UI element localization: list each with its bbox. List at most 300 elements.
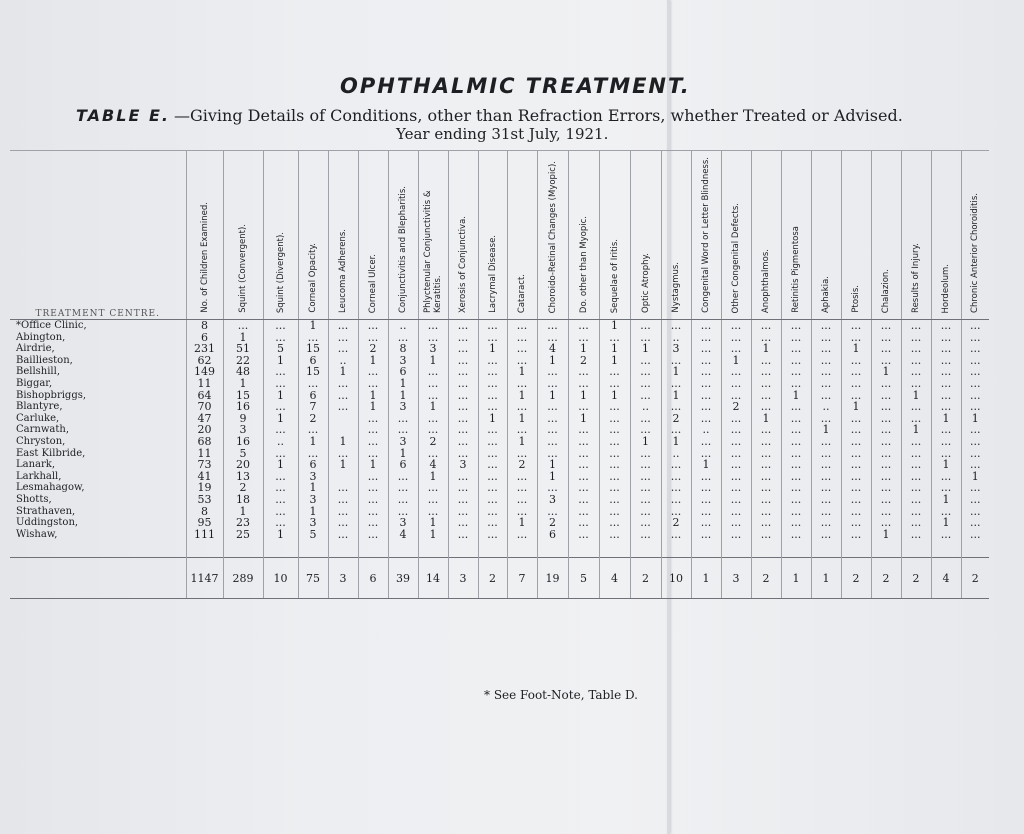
total-cell: 2 <box>961 558 989 599</box>
table-cell: 3 <box>537 494 568 506</box>
column-header <box>901 151 931 320</box>
table-cell: ... <box>751 366 781 378</box>
table-cell: ... <box>630 355 661 367</box>
table-cell: ... <box>931 366 961 378</box>
table-cell: ... <box>781 366 811 378</box>
table-cell: ... <box>418 424 448 436</box>
table-cell: ... <box>478 529 507 541</box>
table-cell: 2 <box>568 355 599 367</box>
table-cell: ... <box>841 459 871 471</box>
table-cell: 70 <box>186 401 223 413</box>
year-line: Year ending 31st July, 1921. <box>396 125 609 143</box>
table-cell: ... <box>961 401 989 413</box>
table-cell: 2 <box>537 517 568 529</box>
table-cell: 1 <box>751 343 781 355</box>
table-cell: ... <box>721 390 751 402</box>
table-cell: ... <box>599 366 630 378</box>
table-cell: ... <box>691 506 721 518</box>
table-cell: ... <box>871 517 901 529</box>
table-cell: ... <box>931 332 961 344</box>
table-cell: ... <box>568 494 599 506</box>
table-cell: ... <box>630 494 661 506</box>
table-cell: ... <box>661 459 691 471</box>
table-cell: ... <box>478 424 507 436</box>
table-cell: ... <box>721 482 751 494</box>
table-cell: ... <box>661 494 691 506</box>
table-cell: ... <box>223 320 263 332</box>
table-cell: ... <box>871 320 901 332</box>
table-row <box>10 366 989 378</box>
column-header-label: Anophthalmos. <box>761 248 771 313</box>
table-cell: ... <box>328 506 358 518</box>
table-cell: ... <box>781 506 811 518</box>
column-header-label: Xerosis of Conjunctiva. <box>458 216 468 313</box>
table-cell: 13 <box>223 471 263 483</box>
table-cell: 149 <box>186 366 223 378</box>
table-cell: 1 <box>507 517 537 529</box>
table-cell: ... <box>448 517 478 529</box>
table-cell: ... <box>661 529 691 541</box>
table-cell: ... <box>507 471 537 483</box>
table-cell: ... <box>961 424 989 436</box>
table-cell <box>328 471 358 483</box>
total-cell: 1147 <box>186 558 223 599</box>
column-header <box>630 151 661 320</box>
table-cell: 1 <box>811 424 841 436</box>
table-cell: 3 <box>388 436 418 448</box>
table-cell: ... <box>358 320 388 332</box>
table-cell: 1 <box>841 343 871 355</box>
table-cell: 95 <box>186 517 223 529</box>
table-cell: 1 <box>901 424 931 436</box>
table-cell: ... <box>961 517 989 529</box>
table-cell: ... <box>901 413 931 425</box>
table-cell: ... <box>901 355 931 367</box>
table-cell: 47 <box>186 413 223 425</box>
table-cell: ... <box>961 378 989 390</box>
table-cell: ... <box>721 517 751 529</box>
table-cell: ... <box>841 424 871 436</box>
table-cell: ... <box>478 378 507 390</box>
table-cell: ... <box>691 355 721 367</box>
table-cell: ... <box>721 424 751 436</box>
table-cell: ... <box>751 448 781 460</box>
table-cell: ... <box>901 366 931 378</box>
table-cell: ... <box>871 459 901 471</box>
table-cell: ... <box>568 529 599 541</box>
table-cell: ... <box>328 343 358 355</box>
table-cell: 1 <box>961 471 989 483</box>
table-cell: ... <box>691 320 721 332</box>
table-cell: 11 <box>186 448 223 460</box>
column-header-label: Lacrymal Disease. <box>487 235 498 313</box>
table-cell: ... <box>630 471 661 483</box>
column-header <box>661 151 691 320</box>
table-cell: 16 <box>223 436 263 448</box>
table-row <box>10 436 989 448</box>
table-cell: 1 <box>871 529 901 541</box>
table-cell: 1 <box>961 413 989 425</box>
table-cell: ... <box>901 529 931 541</box>
column-header-label: Conjunctivitis and Blepharitis. <box>398 185 408 313</box>
column-header <box>599 151 630 320</box>
table-cell: 1 <box>931 413 961 425</box>
table-cell: ... <box>630 320 661 332</box>
table-cell: ... <box>811 517 841 529</box>
centre-name <box>10 390 186 402</box>
footnote: * See Foot-Note, Table D. <box>484 688 638 702</box>
table-cell: ... <box>507 448 537 460</box>
total-cell: 2 <box>901 558 931 599</box>
column-header <box>358 151 388 320</box>
table-cell: ... <box>599 459 630 471</box>
table-cell: ... <box>630 448 661 460</box>
table-cell: ... <box>751 436 781 448</box>
table-cell: ... <box>507 401 537 413</box>
centre-name-text: Airdrie, <box>16 343 55 355</box>
table-cell: 23 <box>223 517 263 529</box>
table-cell: ... <box>901 332 931 344</box>
table-cell: 15 <box>223 390 263 402</box>
table-cell: 41 <box>186 471 223 483</box>
table-cell: 1 <box>661 366 691 378</box>
table-cell: ... <box>961 506 989 518</box>
table-cell: .. <box>630 401 661 413</box>
table-cell: .. <box>691 424 721 436</box>
total-cell: 1 <box>691 558 721 599</box>
table-cell: ... <box>537 424 568 436</box>
table-cell: ... <box>691 494 721 506</box>
table-cell: ... <box>328 494 358 506</box>
table-cell: ... <box>661 320 691 332</box>
table-cell: ... <box>781 401 811 413</box>
table-cell: 4 <box>537 343 568 355</box>
table-cell: ... <box>448 494 478 506</box>
table-cell: ... <box>961 448 989 460</box>
table-cell: 3 <box>298 471 328 483</box>
table-cell: ... <box>721 506 751 518</box>
table-cell: ... <box>507 529 537 541</box>
table-cell: ... <box>537 366 568 378</box>
centre-name-text: Blantyre, <box>16 401 63 413</box>
table-cell: 1 <box>263 413 298 425</box>
table-cell: 1 <box>568 343 599 355</box>
table-cell: ... <box>871 401 901 413</box>
column-header <box>961 151 989 320</box>
table-cell: ... <box>448 424 478 436</box>
centre-name <box>10 424 186 436</box>
table-cell: ... <box>630 378 661 390</box>
table-cell: ... <box>781 448 811 460</box>
table-cell: ... <box>841 366 871 378</box>
column-header-label: Chalazion. <box>881 268 891 313</box>
table-cell: 1 <box>691 459 721 471</box>
table-cell: 51 <box>223 343 263 355</box>
centre-name-text: Chryston, <box>16 435 66 447</box>
table-cell: ... <box>811 482 841 494</box>
table-cell: ... <box>507 506 537 518</box>
table-cell: ... <box>811 378 841 390</box>
centre-name-text: Shotts, <box>16 493 52 505</box>
centre-name-text: Lanark, <box>16 459 56 471</box>
column-header-label: Ptosis. <box>851 285 861 313</box>
table-cell: .. <box>328 355 358 367</box>
table-cell: ... <box>388 482 418 494</box>
table-cell: .. <box>811 401 841 413</box>
table-cell: ... <box>507 378 537 390</box>
table-cell: ... <box>418 378 448 390</box>
table-cell: ... <box>871 471 901 483</box>
centre-name <box>10 355 186 367</box>
column-header-label: No. of Children Examined. <box>199 202 210 313</box>
table-cell: 6 <box>298 355 328 367</box>
table-cell: ... <box>358 378 388 390</box>
table-cell: ... <box>751 494 781 506</box>
table-cell: ... <box>448 482 478 494</box>
table-cell: ... <box>599 529 630 541</box>
table-cell: ... <box>448 401 478 413</box>
table-cell: ... <box>599 448 630 460</box>
table-cell: ... <box>901 448 931 460</box>
table-cell: 1 <box>298 320 328 332</box>
table-cell: ... <box>478 401 507 413</box>
table-cell: 1 <box>568 413 599 425</box>
table-cell: ... <box>961 390 989 402</box>
total-cell: 1 <box>781 558 811 599</box>
table-cell: ... <box>298 332 328 344</box>
table-cell: ... <box>751 355 781 367</box>
table-cell: ... <box>630 390 661 402</box>
column-header <box>298 151 328 320</box>
table-cell: ... <box>448 390 478 402</box>
table-cell: ... <box>781 517 811 529</box>
table-cell: ... <box>931 529 961 541</box>
table-cell: ... <box>841 517 871 529</box>
centre-name <box>10 320 186 332</box>
table-cell: ... <box>721 459 751 471</box>
table-cell: ... <box>448 506 478 518</box>
table-cell: ... <box>448 343 478 355</box>
table-cell: ... <box>661 506 691 518</box>
table-cell: ... <box>691 413 721 425</box>
total-cell: 2 <box>630 558 661 599</box>
table-cell: ... <box>263 517 298 529</box>
table-cell: ... <box>841 494 871 506</box>
table-cell: 3 <box>388 355 418 367</box>
column-header-label: Choroido-Retinal Changes (Myopic). <box>547 160 558 313</box>
column-header-label: Hordeolum. <box>941 263 951 313</box>
table-cell: ... <box>691 343 721 355</box>
table-cell: ... <box>691 529 721 541</box>
table-cell: ... <box>507 355 537 367</box>
table-cell: ... <box>781 378 811 390</box>
table-row <box>10 482 989 494</box>
column-header <box>418 151 448 320</box>
table-cell: ... <box>388 471 418 483</box>
table-cell: ... <box>358 482 388 494</box>
table-cell: ... <box>721 413 751 425</box>
table-cell: ... <box>478 459 507 471</box>
centre-name <box>10 448 186 460</box>
table-cell: 1 <box>537 355 568 367</box>
table-cell: ... <box>961 355 989 367</box>
table-cell: ... <box>781 355 811 367</box>
table-cell: 1 <box>931 494 961 506</box>
total-cell: 10 <box>661 558 691 599</box>
column-header-label: Other Congenital Defects. <box>731 202 741 313</box>
table-cell: ... <box>418 494 448 506</box>
table-cell: ... <box>263 320 298 332</box>
table-cell: ... <box>537 320 568 332</box>
centre-name-text: East Kilbride, <box>16 447 86 459</box>
table-cell: ... <box>931 471 961 483</box>
table-cell: ... <box>931 320 961 332</box>
table-cell: ... <box>751 378 781 390</box>
table-cell: 1 <box>751 413 781 425</box>
table-cell: 6 <box>298 459 328 471</box>
column-header <box>223 151 263 320</box>
table-cell: ... <box>961 494 989 506</box>
table-cell <box>328 413 358 425</box>
table-cell: ... <box>630 413 661 425</box>
table-cell: 3 <box>388 517 418 529</box>
table-cell: ... <box>871 436 901 448</box>
table-cell: ... <box>298 378 328 390</box>
table-cell: 1 <box>661 436 691 448</box>
centre-name <box>10 494 186 506</box>
table-cell: ... <box>841 355 871 367</box>
table-cell: ... <box>841 529 871 541</box>
table-cell: ... <box>871 448 901 460</box>
page-title: OPHTHALMIC TREATMENT. <box>340 74 691 98</box>
centre-name-text: Strathaven, <box>16 505 76 517</box>
total-cell: 4 <box>599 558 630 599</box>
table-cell: 1 <box>507 366 537 378</box>
table-cell: ... <box>358 424 388 436</box>
column-header <box>568 151 599 320</box>
total-cell: 2 <box>478 558 507 599</box>
table-row <box>10 424 989 436</box>
table-cell: ... <box>568 320 599 332</box>
table-cell: ... <box>751 529 781 541</box>
table-cell: 3 <box>448 459 478 471</box>
column-header <box>691 151 721 320</box>
table-cell: ... <box>691 378 721 390</box>
table-cell: 8 <box>388 343 418 355</box>
table-cell: ... <box>418 413 448 425</box>
table-row <box>10 459 989 471</box>
table-cell: ... <box>751 320 781 332</box>
total-cell: 6 <box>358 558 388 599</box>
table-cell: ... <box>630 482 661 494</box>
total-cell: 4 <box>931 558 961 599</box>
centre-name <box>10 471 186 483</box>
table-cell: ... <box>691 471 721 483</box>
table-cell: ... <box>721 471 751 483</box>
table-cell: 1 <box>388 390 418 402</box>
table-cell: 2 <box>418 436 448 448</box>
table-cell: ... <box>721 448 751 460</box>
table-row <box>10 413 989 425</box>
table-cell: ... <box>961 332 989 344</box>
table-cell: 5 <box>298 529 328 541</box>
table-row <box>10 401 989 413</box>
table-cell: ... <box>751 459 781 471</box>
column-header-label: Phlyctenular Conjunctivitis & Keratitis. <box>423 190 443 313</box>
column-header <box>448 151 478 320</box>
table-cell: ... <box>388 494 418 506</box>
table-cell: ... <box>418 390 448 402</box>
table-cell: ... <box>931 506 961 518</box>
table-cell: 2 <box>507 459 537 471</box>
column-header <box>537 151 568 320</box>
table-cell: 2 <box>358 343 388 355</box>
table-row <box>10 390 989 402</box>
table-cell: ... <box>751 332 781 344</box>
table-cell: 1 <box>358 401 388 413</box>
column-header-label: Aphakia. <box>821 275 831 313</box>
table-cell: 1 <box>568 390 599 402</box>
table-cell: ... <box>568 366 599 378</box>
centre-name <box>10 332 186 344</box>
table-cell: 1 <box>298 482 328 494</box>
table-cell: ... <box>328 378 358 390</box>
table-cell: 1 <box>418 471 448 483</box>
total-cell: 2 <box>751 558 781 599</box>
treatment-centre-header: TREATMENT CENTRE. <box>10 151 186 320</box>
table-cell: ... <box>507 494 537 506</box>
table-row <box>10 494 989 506</box>
table-cell: 1 <box>263 355 298 367</box>
table-cell: 1 <box>931 459 961 471</box>
table-cell: 1 <box>901 390 931 402</box>
column-header <box>328 151 358 320</box>
table-cell: ... <box>811 332 841 344</box>
table-cell: ... <box>568 482 599 494</box>
table-cell: ... <box>328 448 358 460</box>
table-cell: 1 <box>388 448 418 460</box>
total-cell: 75 <box>298 558 328 599</box>
table-cell: ... <box>448 413 478 425</box>
table-cell: ... <box>328 529 358 541</box>
table-cell: 6 <box>388 459 418 471</box>
table-cell: 1 <box>328 366 358 378</box>
table-cell: ... <box>931 482 961 494</box>
table-cell: 1 <box>388 378 418 390</box>
centre-name-text: Abington, <box>16 331 66 343</box>
table-cell: ... <box>358 506 388 518</box>
table-cell: ... <box>871 494 901 506</box>
table-cell: ... <box>811 436 841 448</box>
table-cell: ... <box>630 506 661 518</box>
table-cell: ... <box>931 401 961 413</box>
column-header <box>507 151 537 320</box>
table-cell: 1 <box>418 355 448 367</box>
table-cell: ... <box>478 506 507 518</box>
table-cell: ... <box>599 506 630 518</box>
table-cell: ... <box>871 482 901 494</box>
table-cell: ... <box>721 366 751 378</box>
table-label: TABLE E. <box>76 106 170 125</box>
table-cell: 1 <box>418 529 448 541</box>
table-cell: ... <box>298 424 328 436</box>
table-cell: ... <box>568 436 599 448</box>
table-cell: ... <box>931 448 961 460</box>
total-cell: 1 <box>811 558 841 599</box>
table-cell: 3 <box>388 401 418 413</box>
table-cell: ... <box>781 320 811 332</box>
centre-name-text: Biggar, <box>16 377 53 389</box>
